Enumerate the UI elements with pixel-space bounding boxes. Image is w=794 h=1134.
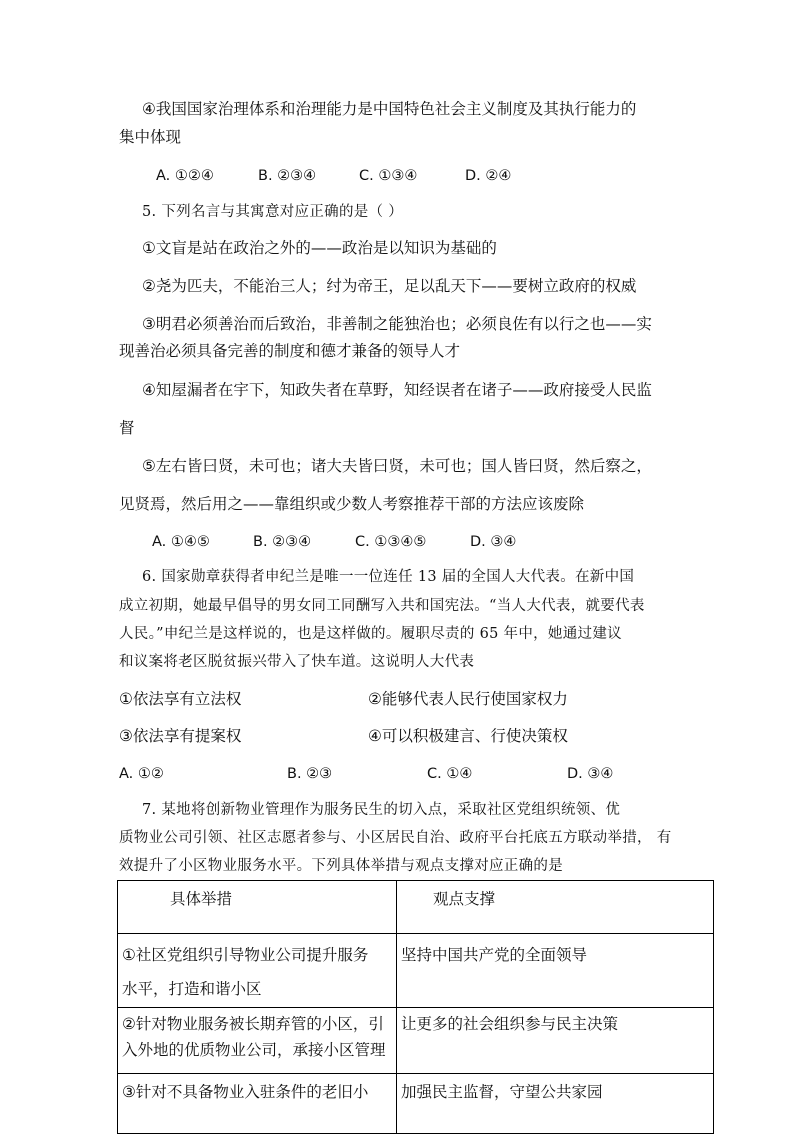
q5-item-4-line1: ④知屋漏者在宇下，知政失者在草野，知经误者在诸子——政府接受人民监 xyxy=(142,381,652,399)
row3-measure-line1: ③针对不具备物业入驻条件的老旧小 xyxy=(122,1083,369,1101)
q5-option-a: A. ①④⑤ xyxy=(152,534,210,550)
header-view: 观点支撑 xyxy=(433,890,496,908)
q5-item-4-line2: 督 xyxy=(119,419,135,437)
row1-measure-line1: ①社区党组织引导物业公司提升服务 xyxy=(122,946,369,964)
q6-option-b: B. ②③ xyxy=(287,766,333,782)
q6-choice-4: ④可以积极建言、行使决策权 xyxy=(368,727,568,745)
row2-measure-line2: 入外地的优质物业公司，承接小区管理 xyxy=(122,1041,386,1059)
q6-choice-2: ②能够代表人民行使国家权力 xyxy=(368,690,568,708)
q6-option-d: D. ③④ xyxy=(567,766,614,782)
q4-item4-line2: 集中体现 xyxy=(119,128,182,146)
q4-option-c: C. ①③④ xyxy=(359,168,418,184)
table-cell xyxy=(118,1008,397,1074)
q7-stem-line2: 质物业公司引领、社区志愿者参与、小区居民自治、政府平台托底五方联动举措， 有 xyxy=(119,830,672,846)
q6-choice-3: ③依法享有提案权 xyxy=(119,727,242,745)
q6-choice-1: ①依法享有立法权 xyxy=(119,690,242,708)
q6-stem-line3: 人民。”申纪兰是这样说的，也是这样做的。履职尽责的 65 年中，她通过建议 xyxy=(119,626,622,642)
q7-table xyxy=(117,880,714,1134)
q5-stem: 5. 下列名言与其寓意对应正确的是（ ） xyxy=(142,204,404,220)
row2-view: 让更多的社会组织参与民主决策 xyxy=(401,1015,619,1033)
row3-view: 加强民主监督，守望公共家园 xyxy=(401,1083,603,1101)
table-header-cell xyxy=(118,881,397,934)
row1-view: 坚持中国共产党的全面领导 xyxy=(401,946,588,964)
q6-stem-line2: 成立初期，她最早倡导的男女同工同酬写入共和国宪法。“当人大代表，就要代表 xyxy=(119,598,645,614)
q6-stem-line4: 和议案将老区脱贫振兴带入了快车道。这说明人大代表 xyxy=(119,654,475,670)
q5-item-1: ①文盲是站在政治之外的——政治是以知识为基础的 xyxy=(142,239,497,257)
q4-item4-line1: ④我国国家治理体系和治理能力是中国特色社会主义制度及其执行能力的 xyxy=(142,100,637,118)
table-cell xyxy=(118,1074,397,1134)
q6-option-c: C. ①④ xyxy=(427,766,473,782)
table-header-cell xyxy=(397,881,714,934)
q7-stem-line1: 7. 某地将创新物业管理作为服务民生的切入点，采取社区党组织统领、优 xyxy=(142,802,621,818)
header-measure: 具体举措 xyxy=(170,890,233,908)
table-cell xyxy=(397,1074,714,1134)
q5-option-d: D. ③④ xyxy=(470,534,517,550)
q7-stem-line3: 效提升了小区物业服务水平。下列具体举措与观点支撑对应正确的是 xyxy=(119,858,563,874)
q5-item-2: ②尧为匹夫，不能治三人；纣为帝王，足以乱天下——要树立政府的权威 xyxy=(142,277,637,295)
row2-measure-line1: ②针对物业服务被长期弃管的小区，引 xyxy=(122,1015,384,1033)
q4-option-d: D. ②④ xyxy=(465,168,512,184)
q5-item-3-line2: 现善治必须具备完善的制度和德才兼备的领导人才 xyxy=(119,342,461,360)
q5-item-3-line1: ③明君必须善治而后致治，非善制之能独治也；必须良佐有以行之也——实 xyxy=(142,315,652,333)
row1-measure-line2: 水平，打造和谐小区 xyxy=(122,980,262,998)
table-cell xyxy=(397,934,714,1008)
q6-option-a: A. ①② xyxy=(119,766,164,782)
q5-option-b: B. ②③④ xyxy=(253,534,312,550)
q5-item-5-line2: 见贤焉，然后用之——靠组织或少数人考察推荐干部的方法应该废除 xyxy=(119,495,585,513)
table-cell xyxy=(118,934,397,1008)
table-header-row xyxy=(118,881,714,934)
table-row xyxy=(118,934,714,1008)
q4-option-a: A. ①②④ xyxy=(156,168,214,184)
q5-item-5-line1: ⑤左右皆曰贤，未可也；诸大夫皆曰贤，未可也；国人皆曰贤，然后察之， xyxy=(142,457,652,475)
q4-option-b: B. ②③④ xyxy=(258,168,317,184)
q5-option-c: C. ①③④⑤ xyxy=(355,534,427,550)
table-row xyxy=(118,1008,714,1074)
table-cell xyxy=(397,1008,714,1074)
q6-stem-line1: 6. 国家勋章获得者申纪兰是唯一一位连任 13 届的全国人大代表。在新中国 xyxy=(142,569,635,585)
table-row xyxy=(118,1074,714,1134)
